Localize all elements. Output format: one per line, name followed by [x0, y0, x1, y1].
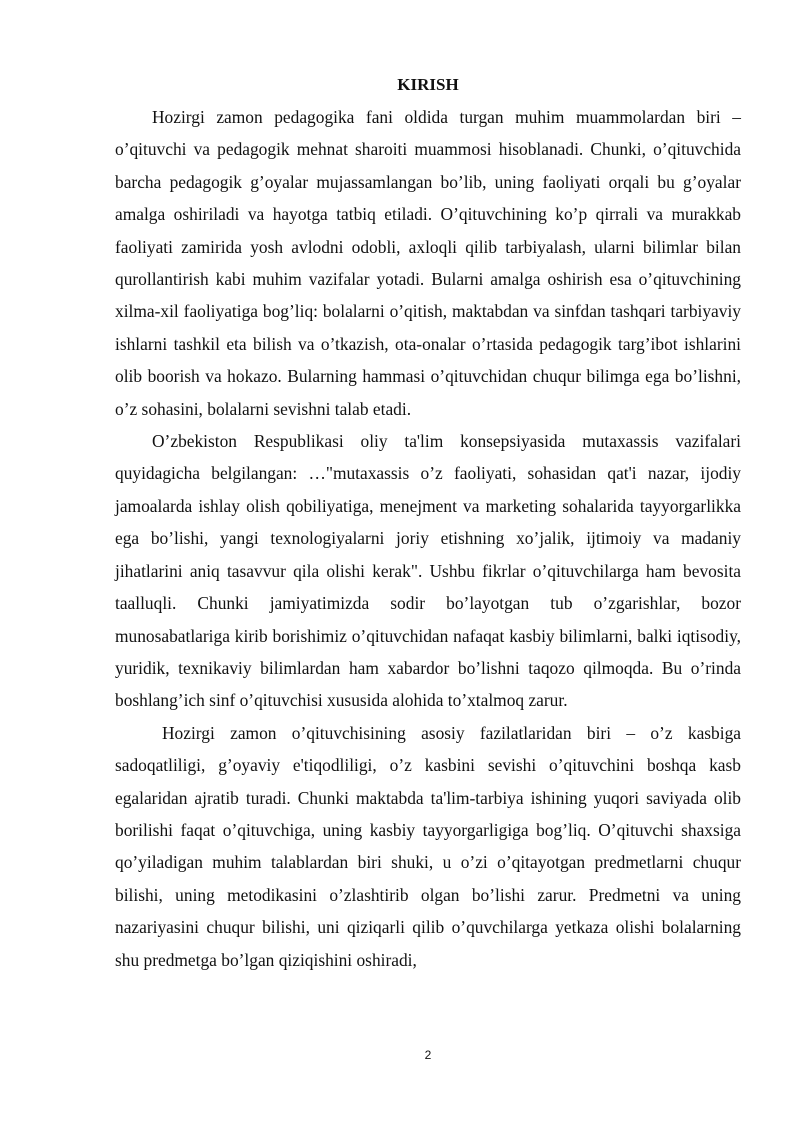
page-number: 2: [424, 1048, 432, 1062]
paragraph-3: Hozirgi zamon o’qituvchisining asosiy fazilatlaridan biri – o’z kasbiga sadoqatliligi, g’oyaviy e'tiqodliligi, o’z kasbini sevishi o’qituvchini boshqa kasb egalaridan ajratib turadi. Chunki maktabda ta'lim-tarbiya ishining yuqori saviyada olib borilishi faqat o’qituvchiga, uning kasbiy tayyorgarligiga bog’liq. O’qituvchi shaxsiga qo’yiladigan muhim talablardan biri shuki, u o’zi o’qitayotgan predmetlarni chuqur bilishi, uning metodikasini o’zlashtirib olgan bo’lishi zarur. Predmetni va uning nazariyasini chuqur bilishi, uni qiziqarli qilib o’quvchilarga yetkaza olishi bolalarning shu predmetga bo’lgan qiziqishini oshiradi,: [115, 722, 741, 970]
document-page: [115, 74, 741, 976]
paragraph-1: Hozirgi zamon pedagogika fani oldida turgan muhim muammolardan biri – o’qituvchi va pedagogik mehnat sharoiti muammosi hisoblanadi. Chunki, o’qituvchida barcha pedagogik g’oyalar mujassamlangan bo’lib, uning faoliyati orqali bu g’oyalar amalga oshiriladi va hayotga tatbiq etiladi. O’qituvchining ko’p qirrali va murakkab faoliyati zamirida yosh avlodni odobli, axloqli qilib tarbiyalash, ularni bilimlar bilan qurollantirish kabi muhim vazifalar yotadi. Bularni amalga oshirish esa o’qituvchining xilma-xil faoliyatiga bog’liq: bolalarni o’qitish, maktabdan va sinfdan tashqari tarbiyaviy ishlarni tashkil eta bilish va o’tkazish, ota-onalar o’rtasida pedagogik targ’ibot ishlarini olib boorish va hokazo. Bularning hammasi o’qituvchidan chuqur bilimga ega bo’lishni, o’z sohasini, bolalarni sevishni talab etadi.: [115, 107, 741, 419]
document-title: KIRISH: [397, 75, 459, 94]
paragraph-2: O’zbekiston Respublikasi oliy ta'lim konsepsiyasida mutaxassis vazifalari quyidagicha belgilangan: …"mutaxassis o’z faoliyati, sohasidan qat'i nazar, ijodiy jamoalarda ishlay olish qobiliyatiga, menejment va marketing sohalarida tayyorgarlikka ega bo’lishi, yangi texnologiyalarni joriy etishning xo’jalik, ijtimoiy va madaniy jihatlarini aniq tasavvur qila olishi kerak". Ushbu fikrlar o’qituvchilarga ham bevosita taalluqli. Chunki jamiyatimizda sodir bo’layotgan tub o’zgarishlar, bozor munosabatlariga kirib borishimiz o’qituvchidan nafaqat kasbiy bilimlarni, balki iqtisodiy, yuridik, texnikaviy bilimlardan ham xabardor bo’lishni taqozo qilmoqda. Bu o’rinda boshlang’ich sinf o’qituvchisi xususida alohida to’xtalmoq zarur.: [115, 431, 741, 711]
